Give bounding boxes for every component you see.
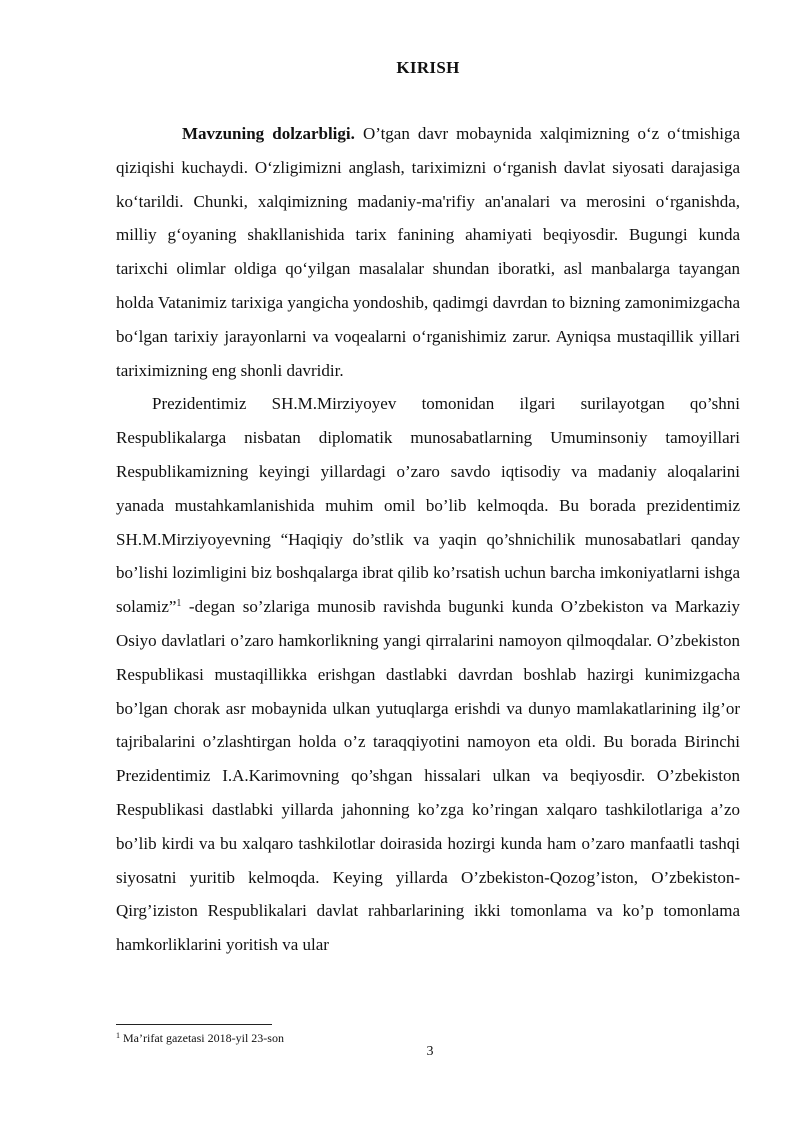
footnote-text: Ma’rifat gazetasi 2018-yil 23-son <box>120 1031 284 1045</box>
footnote-separator <box>116 1024 272 1025</box>
paragraph-text-before-ref: Prezidentimiz SH.M.Mirziyoyev tomonidan ilgari surilayotgan qo’shni Respublikalarga nisbatan diplomatik munosabatlarning Umuminsoniy tamoyillari Respublikamizning keyingi yillardagi o’zaro savdo iqtisodiy va madaniy aloqalarini yanada mustahkamlanishida muhim omil bo’lib kelmoqda. Bu borada prezidentimiz SH.M.Mirziyoyevning “Haqiqiy do’stlik va yaqin qo’shnichilik munosabatlari qanday bo’lishi lozimligini biz boshqalarga ibrat qilib ko’rsatish uchun barcha imkoniyatlarni ishga solamiz” <box>116 394 740 617</box>
paragraph-relevance <box>116 117 740 387</box>
footnote-mark: 1 <box>116 1031 120 1040</box>
paragraph-text: O’tgan davr mobaynida xalqimizning o‘z o‘tmishiga qiziqishi kuchaydi. O‘zligimizni anglash, tariximizni o‘rganish davlat siyosati darajasiga ko‘tarildi. Chunki, xalqimizning madaniy-ma'rifiy an'analari va merosini o‘rganishda, milliy g‘oyaning shakllanishida tarix fanining ahamiyati beqiyosdir. Bugungi kunda tarixchi olimlar oldiga qo‘yilgan masalalar shundan iboratki, asl manbalarga tayangan holda Vatanimiz tarixiga yangicha yondoshib, qadimgi davrdan to bizning zamonimizgacha bo‘lgan tarixiy jarayonlarni va voqealarni o‘rganishimiz zarur. Ayniqsa mustaqillik yillari tariximizning eng shonli davridir. <box>116 124 740 380</box>
document-body <box>116 117 740 962</box>
page-number: 3 <box>426 1044 434 1059</box>
footnote <box>116 1031 284 1046</box>
page-title: KIRISH <box>396 58 460 77</box>
footnote-reference[interactable]: 1 <box>176 598 182 610</box>
paragraph-lead: Mavzuning dolzarbligi. <box>182 124 355 143</box>
paragraph-text-after-ref: -degan so’zlariga munosib ravishda bugunki kunda O’zbekiston va Markaziy Osiyo davlatlari o’zaro hamkorlikning yangi qirralarini namoyon qilmoqdalar. O’zbekiston Respublikasi mustaqillikka erishgan dastlabki davrdan boshlab hazirgi kunimizgacha bo’lgan chorak asr mobaynida ulkan yutuqlarga erishdi va dunyo mamlakatlarining ilg’or tajribalarini o’zlashtirgan holda o’z taraqqiyotini namoyon eta oldi. Bu borada Birinchi Prezidentimiz I.A.Karimovning qo’shgan hissalari ulkan va beqiyosdir. O’zbekiston Respublikasi dastlabki yillarda jahonning ko’zga ko’ringan xalqaro tashkilotlariga a’zo bo’lib kirdi va bu xalqaro tashkilotlar doirasida hozirgi kunda ham o’zaro manfaatli tashqi siyosatni yuritib kelmoqda. Keying yillarda O’zbekiston-Qozog’iston, O’zbekiston-Qirg’iziston Respublikalari davlat rahbarlarining ikki tomonlama va ko’p tomonlama hamkorliklarini yoritish va ular <box>116 597 740 955</box>
paragraph-diplomacy <box>116 387 740 962</box>
